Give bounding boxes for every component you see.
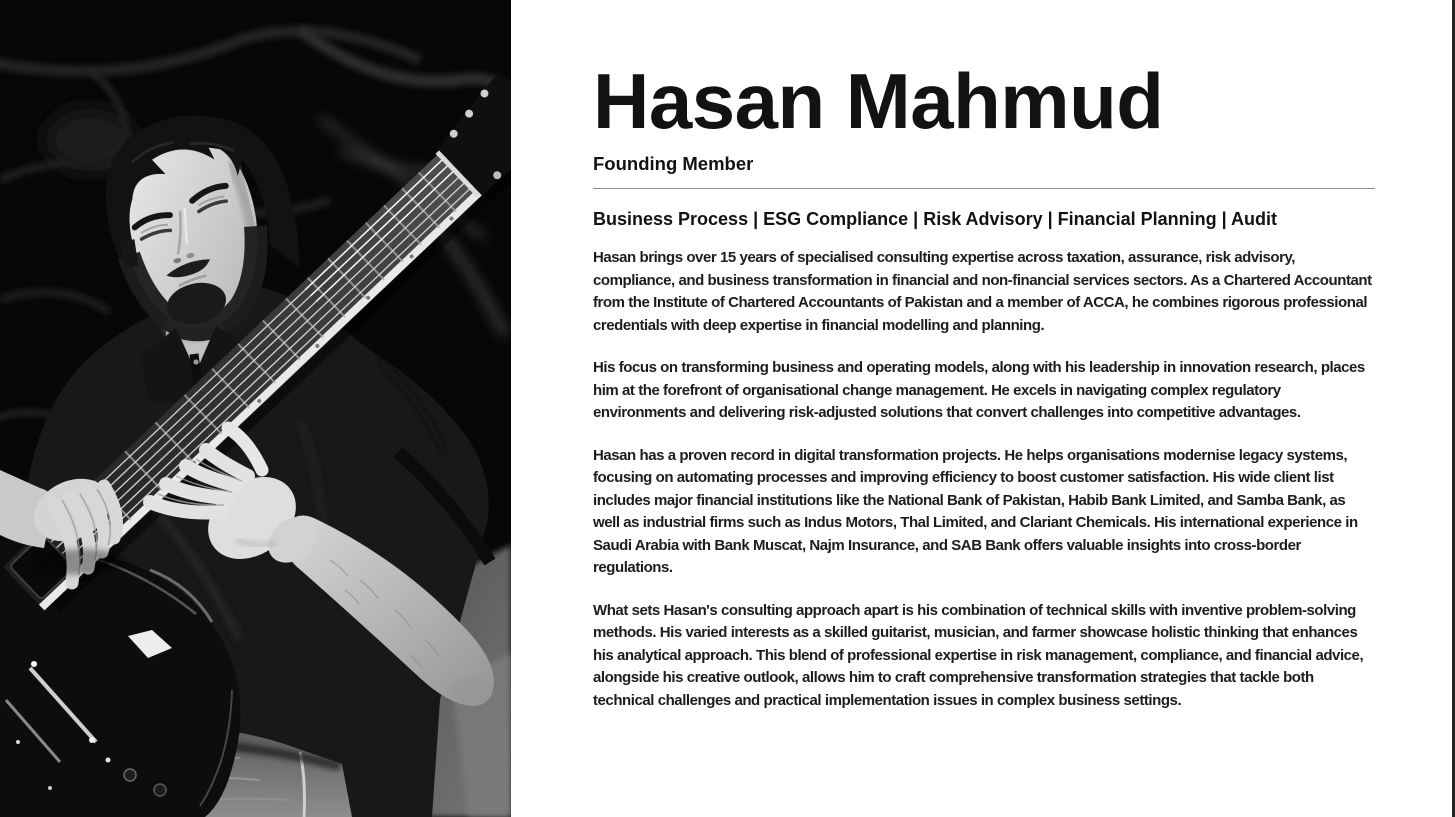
divider (593, 188, 1375, 189)
bio-paragraph-2: His focus on transforming business and operating models, along with his leadership in innovation research, places him at the forefront of organisational change management. He excels in navigating complex regulatory environments and delivering risk-adjusted solutions that convert challenges into competitive advantages. (593, 359, 1365, 421)
bio-paragraph-4: What sets Hasan's consulting approach apart is his combination of technical skills with inventive problem-solving methods. His varied interests as a skilled guitarist, musician, and farmer showcase holistic thinking that enhances his analytical approach. This blend of professional expertise in risk management, compliance, and financial advice, alongside his creative outlook, allows him to craft comprehensive transformation strategies that tackle both technical challenges and practical implementation issues in complex business settings. (593, 601, 1364, 709)
bio-paragraph-1: Hasan brings over 15 years of specialised consulting expertise across taxation, assurance, risk advisory, compliance, and business transformation in financial and non-financial services sectors. As a Chartered Accountant from the Institute of Chartered Accountants of Pakistan and a member of ACCA, he combines rigorous professional credentials with deep expertise in financial modelling and planning. (593, 249, 1372, 334)
profile-photo (0, 0, 511, 817)
profile-photo-panel (0, 0, 511, 817)
profile-content (511, 0, 1455, 817)
profile-role: Founding Member (593, 153, 754, 174)
specialties-line: Business Process | ESG Compliance | Risk Advisory | Financial Planning | Audit (593, 209, 1277, 229)
profile-name: Hasan Mahmud (593, 57, 1164, 145)
bio-paragraph-3: Hasan has a proven record in digital transformation projects. He helps organisations modernise legacy systems, focusing on automating processes and improving efficiency to boost customer satisfaction. His wide client list includes major financial institutions like the National Bank of Pakistan, Habib Bank Limited, and Samba Bank, as well as industrial firms such as Indus Motors, Thal Limited, and Clariant Chemicals. His international experience in Saudi Arabia with Bank Muscat, Najm Insurance, and SAB Bank offers valuable insights into cross-border regulations. (593, 446, 1358, 576)
bio-section (593, 247, 1375, 712)
